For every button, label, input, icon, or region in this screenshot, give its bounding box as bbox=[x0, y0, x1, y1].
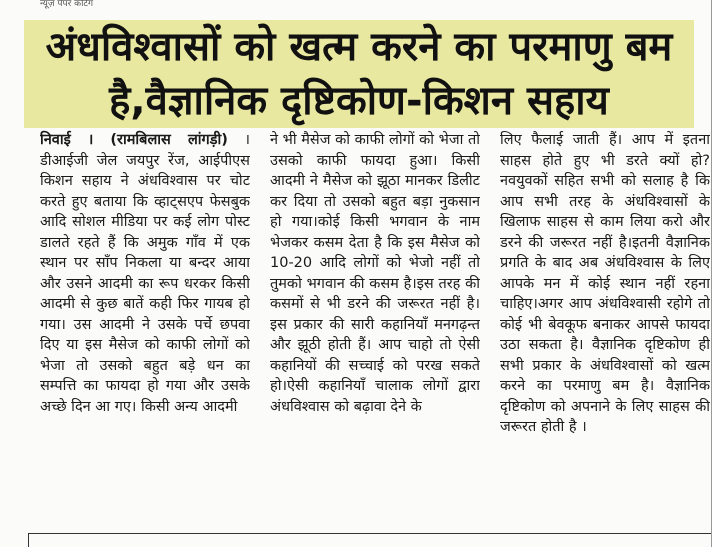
article-column-2 bbox=[270, 130, 480, 528]
article-column-1 bbox=[40, 130, 250, 528]
article-body bbox=[40, 130, 710, 528]
page-edge bbox=[711, 0, 720, 547]
column-2-body: ने भी मैसेज को काफी लोगों को भेजा तो उसको काफी फायदा हुआ। किसी आदमी ने मैसेज को झूठा मानकर डिलीट कर दिया तो उसको बहुत बड़ा नुकसान हो गया।कोई किसी भगवान के नाम भेजकर कसम देता है कि इस मैसेज को 10-20 आदि लोगों को भेजो नहीं तो तुमको भगवान की कसम है।इस तरह की कसमों से भी डरने की जरूरत नहीं है। इस प्रकार की सारी कहानियाँ मनगढ़न्त और झूठी होती हैं। आप चाहो तो ऐसी कहानियों की सच्चाई को परख सकते हो।ऐसी कहानियाँ चालाक लोगों द्वारा अंधविश्वास को बढ़ावा देने के bbox=[270, 132, 480, 415]
top-cropped-text: न्यूज़ पेपर कटिंग bbox=[40, 0, 94, 9]
article-column-3 bbox=[500, 130, 710, 528]
bottom-rule-corner bbox=[28, 533, 29, 547]
bottom-rule bbox=[28, 533, 712, 534]
column-3-body: लिए फैलाई जाती हैं। आप में इतना साहस होते हुए भी डरते क्यों हो? नवयुवकों सहित सभी को सलाह है कि आप सभी तरह के अंधविश्वासों के खिलाफ साहस से काम लिया करो और डरने की जरूरत नहीं है।इतनी वैज्ञानिक प्रगति के बाद अब अंधविश्वास के लिए आपके मन में कोई स्थान नहीं रहना चाहिए।अगर आप अंधविश्वासी रहोगे तो कोई भी बेवकूफ बनाकर आपसे फायदा उठा सकता है। वैज्ञानिक दृष्टिकोण ही सभी प्रकार के अंधविश्वासों को खत्म करने का परमाणु बम है। वैज्ञानिक दृष्टिकोण को अपनाने के लिए साहस की जरूरत होती है । bbox=[500, 132, 710, 435]
column-1-text bbox=[40, 130, 250, 417]
headline-line-1: अंधविश्वासों को खत्म करने का परमाणु बम bbox=[45, 24, 673, 70]
headline-box bbox=[24, 20, 694, 128]
headline-line-2: है,वैज्ञानिक दृष्टिकोण-किशन सहाय bbox=[109, 78, 609, 124]
column-1-body: । डीआईजी जेल जयपुर रेंज, आईपीएस किशन सहाय ने अंधविश्वास पर चोट करते हुए बताया कि व्हाट्सएप फेसबुक आदि सोशल मीडिया पर कई लोग पोस्ट डालते रहते हैं कि अमुक गाँव में एक स्थान पर साँप निकला या बन्दर आया और उसने आदमी का रूप धरकर किसी आदमी से कुछ बातें कही फिर गायब हो गया। उस आदमी ने उसके पर्चे छपवा दिए या इस मैसेज को काफी लोगों को भेजा तो उसको बहुत बड़े धन का सम्पत्ति का फायदा हो गया और उसके अच्छे दिन आ गए। किसी अन्य आदमी bbox=[40, 132, 250, 415]
dateline: निवाई । (रामबिलास लांगड़ी) bbox=[40, 132, 228, 148]
